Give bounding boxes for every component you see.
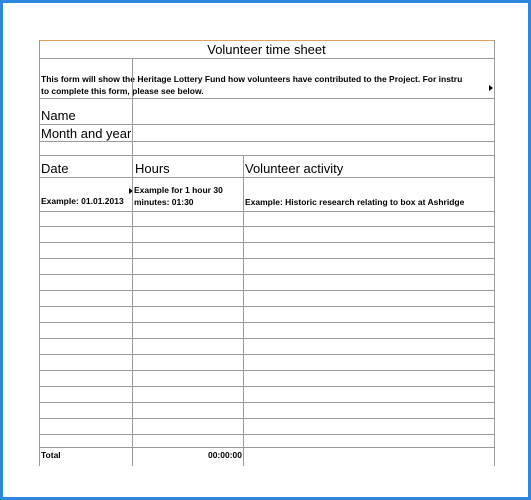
timesheet	[39, 40, 495, 466]
col-divider	[39, 40, 40, 466]
row-divider	[39, 98, 494, 99]
example-date: Example: 01.01.2013	[41, 196, 124, 206]
intro-line-1: This form will show the Heritage Lottery Fund how volunteers have contributed to the Project. For instru	[41, 74, 463, 84]
data-row	[39, 354, 494, 355]
data-row	[39, 242, 494, 243]
data-row	[39, 258, 494, 259]
header-hours: Hours	[135, 161, 170, 176]
row-divider	[39, 58, 494, 59]
example-hours-line-1: Example for 1 hour 30	[134, 185, 223, 195]
data-row	[39, 274, 494, 275]
row-divider	[39, 124, 494, 125]
data-row	[39, 434, 494, 435]
col-divider	[243, 155, 244, 466]
data-row	[39, 338, 494, 339]
total-value: 00:00:00	[207, 450, 242, 460]
intro-line-2: to complete this form, please see below.	[41, 86, 204, 96]
data-row	[39, 447, 494, 448]
col-divider	[132, 155, 133, 466]
sheet-title: Volunteer time sheet	[207, 42, 326, 57]
overflow-arrow-icon	[489, 85, 493, 91]
data-row	[39, 386, 494, 387]
data-row	[39, 290, 494, 291]
row-divider	[39, 141, 494, 142]
col-divider	[132, 58, 133, 98]
row-divider	[39, 155, 494, 156]
data-row	[39, 306, 494, 307]
header-date: Date	[41, 161, 69, 176]
col-divider	[132, 98, 133, 156]
name-label: Name	[41, 108, 76, 123]
data-row	[39, 402, 494, 403]
example-activity: Example: Historic research relating to box at Ashridge	[245, 197, 465, 207]
data-row	[39, 370, 494, 371]
example-hours-line-2: minutes: 01:30	[134, 197, 194, 207]
header-activity: Volunteer activity	[245, 161, 344, 176]
data-row	[39, 322, 494, 323]
data-row	[39, 418, 494, 419]
total-label: Total	[41, 450, 61, 460]
sheet-top-border	[39, 40, 494, 41]
month-year-label: Month and year	[41, 126, 132, 141]
data-row	[39, 226, 494, 227]
row-divider	[39, 177, 494, 178]
row-divider	[39, 211, 494, 212]
col-divider	[494, 40, 495, 466]
